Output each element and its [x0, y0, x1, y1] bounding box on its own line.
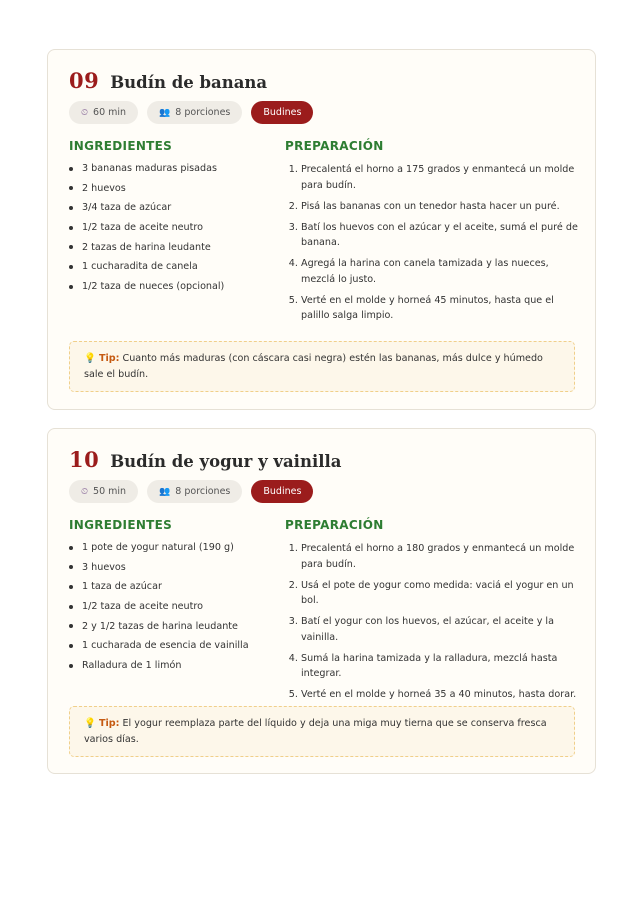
step-number: 5.: [288, 689, 301, 700]
category-badge: Budines: [251, 101, 313, 124]
recipe-badges: [69, 480, 313, 503]
recipe-card: [47, 428, 596, 774]
ingredients-heading: INGREDIENTES: [69, 518, 173, 532]
step-text: Pisá las bananas con un tenedor hasta hacer un puré.: [301, 200, 560, 212]
step-text: Batí el yogur con los huevos, el azúcar, el aceite y la vainilla.: [301, 616, 554, 643]
ingredient-item: 2 huevos: [69, 182, 269, 195]
people-icon: 👥: [159, 486, 171, 497]
time-badge: [69, 101, 138, 124]
ingredient-item: Ralladura de 1 limón: [69, 659, 269, 672]
ingredients-heading: INGREDIENTES: [69, 139, 173, 153]
step-text: Usá el pote de yogur como medida: vaciá el yogur en un bol.: [301, 579, 574, 606]
recipe-header: [69, 68, 267, 93]
ingredient-item: 3 bananas maduras pisadas: [69, 162, 269, 175]
category-badge: Budines: [251, 480, 313, 503]
step-item: [285, 162, 580, 193]
lightbulb-icon: 💡: [84, 718, 96, 729]
ingredient-item: 3/4 taza de azúcar: [69, 201, 269, 214]
recipe-number: 09: [69, 68, 100, 93]
step-number: 4.: [288, 652, 301, 664]
preparation-heading: PREPARACIÓN: [285, 139, 384, 153]
timer-icon: ⏲: [81, 107, 89, 118]
ingredient-item: 1 pote de yogur natural (190 g): [69, 541, 269, 554]
recipe-title: Budín de yogur y vainilla: [110, 452, 342, 471]
ingredient-item: 1 cucharadita de canela: [69, 260, 269, 273]
step-item: [285, 687, 580, 703]
recipe-badges: [69, 101, 313, 124]
step-item: [285, 541, 580, 572]
recipe-number: 10: [69, 447, 100, 472]
step-item: [285, 220, 580, 251]
ingredient-item: 1/2 taza de aceite neutro: [69, 600, 269, 613]
step-text: Verté en el molde y horneá 35 a 40 minutos, hasta dorar.: [301, 689, 577, 700]
step-item: [285, 614, 580, 645]
ingredient-item: 1/2 taza de aceite neutro: [69, 221, 269, 234]
ingredient-item: 2 y 1/2 tazas de harina leudante: [69, 620, 269, 633]
step-item: [285, 578, 580, 609]
tip-text: Cuanto más maduras (con cáscara casi negra) estén las bananas, más dulce y húmedo sale el budín.: [84, 353, 543, 380]
ingredient-item: 1 cucharada de esencia de vainilla: [69, 639, 269, 652]
tip-box: [69, 341, 575, 392]
tip-label: Tip:: [98, 353, 120, 364]
step-number: 1.: [288, 164, 301, 175]
step-text: Batí los huevos con el azúcar y el aceite, sumá el puré de banana.: [301, 221, 578, 248]
recipe-title: Budín de banana: [110, 73, 268, 92]
step-number: 2.: [288, 200, 301, 212]
time-value: 60 min: [93, 107, 127, 118]
recipe-header: [69, 447, 341, 472]
step-item: [285, 293, 580, 324]
preparation-steps: [285, 541, 580, 708]
step-item: [285, 256, 580, 287]
step-number: 3.: [288, 616, 301, 627]
people-icon: 👥: [159, 107, 171, 118]
servings-badge: [147, 101, 242, 124]
ingredient-item: 3 huevos: [69, 561, 269, 574]
step-text: Verté en el molde y horneá 45 minutos, hasta que el palillo salga limpio.: [301, 294, 554, 321]
time-value: 50 min: [93, 486, 127, 497]
preparation-steps: [285, 162, 580, 329]
time-badge: [69, 480, 138, 503]
tip-label: Tip:: [98, 718, 120, 729]
ingredients-list: [69, 541, 269, 679]
servings-value: 8 porciones: [175, 107, 231, 118]
ingredient-item: 1/2 taza de nueces (opcional): [69, 280, 269, 293]
ingredient-item: 2 tazas de harina leudante: [69, 241, 269, 254]
step-text: Precalentá el horno a 180 grados y enmantecá un molde para budín.: [301, 543, 575, 570]
ingredients-list: [69, 162, 269, 300]
preparation-heading: PREPARACIÓN: [285, 518, 384, 532]
tip-box: [69, 706, 575, 757]
timer-icon: ⏲: [81, 486, 89, 497]
step-number: 4.: [288, 258, 301, 269]
step-number: 3.: [288, 221, 301, 233]
step-number: 5.: [288, 294, 301, 306]
servings-value: 8 porciones: [175, 486, 231, 497]
servings-badge: [147, 480, 242, 503]
step-text: Precalentá el horno a 175 grados y enmantecá un molde para budín.: [301, 164, 575, 191]
step-item: [285, 199, 580, 215]
recipe-card: [47, 49, 596, 410]
lightbulb-icon: 💡: [84, 353, 96, 364]
step-item: [285, 651, 580, 682]
step-number: 1.: [288, 543, 301, 554]
tip-text: El yogur reemplaza parte del líquido y deja una miga muy tierna que se conserva fresca varios días.: [84, 718, 547, 745]
step-number: 2.: [288, 579, 301, 591]
ingredient-item: 1 taza de azúcar: [69, 580, 269, 593]
step-text: Sumá la harina tamizada y la ralladura, mezclá hasta integrar.: [301, 652, 558, 679]
step-text: Agregá la harina con canela tamizada y las nueces, mezclá lo justo.: [301, 258, 549, 285]
